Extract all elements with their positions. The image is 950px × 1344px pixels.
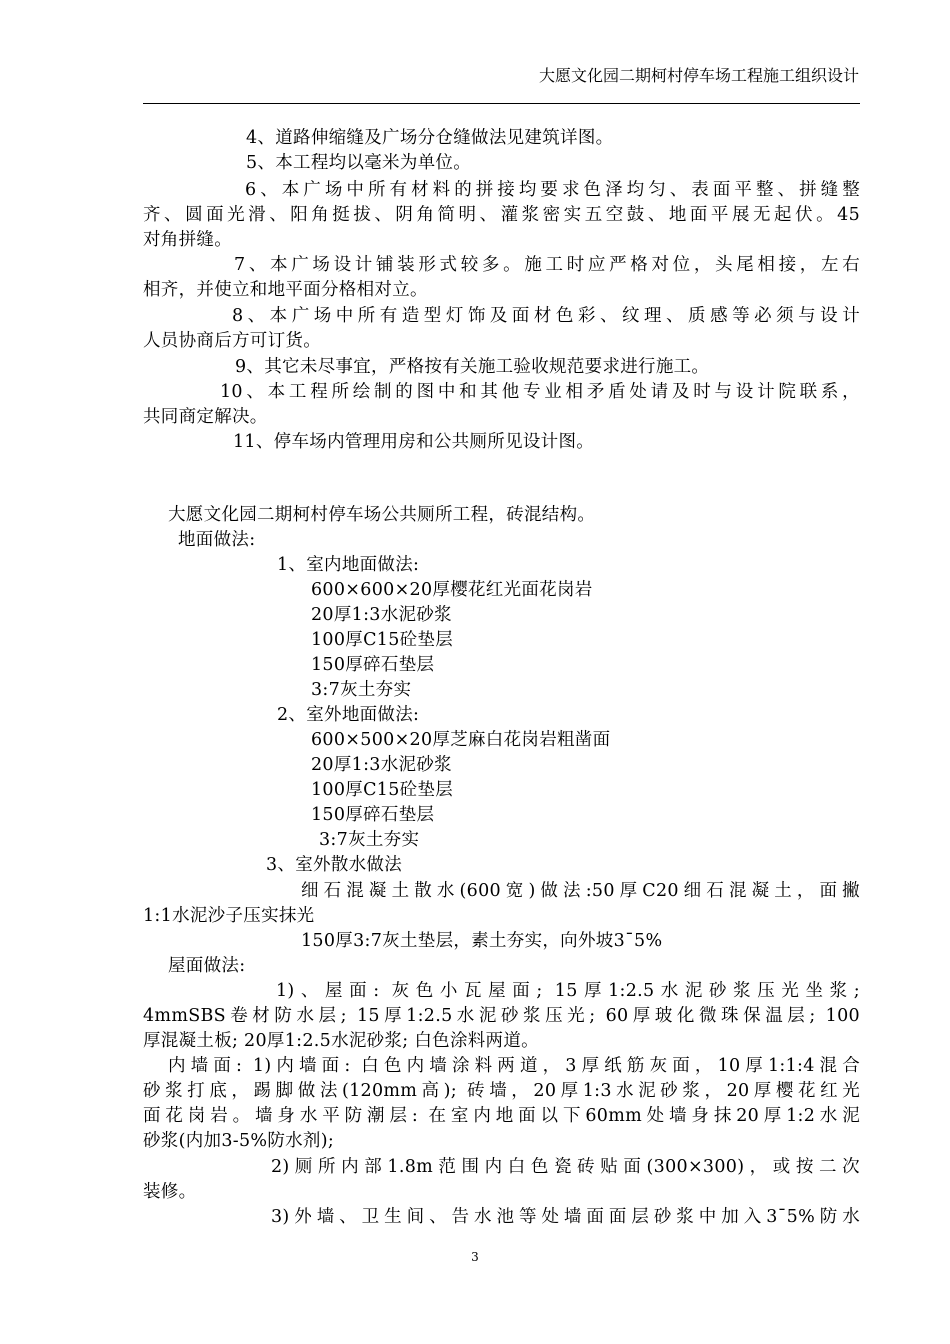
roof-title: 屋面做法: [168,956,246,976]
note-8-line-1: 8、本广场中所有造型灯饰及面材色彩、纹理、质感等必须与设计 [232,306,860,326]
outdoor-layer: 20厚1:3水泥砂浆 [311,755,452,775]
outdoor-layer: 100厚C15砼垫层 [311,780,454,800]
toilet-intro: 大愿文化园二期柯村停车场公共厕所工程，砖混结构。 [168,505,596,525]
apron-title: 3、室外散水做法 [266,855,403,875]
note-7-line-1: 7、本广场设计铺装形式较多。施工时应严格对位，头尾相接，左右 [234,255,860,275]
apron-line-2: 1:1水泥沙子压实抹光 [143,906,315,926]
apron-line-1: 细石混凝土散水(600宽)做法:50厚C20细石混凝土，面撇 [301,881,860,901]
roof-line-3: 厚混凝土板; 20厚1:2.5水泥砂浆; 白色涂料两道。 [143,1031,539,1051]
wall-line-4: 砂浆(内加3-5%防水剂); [143,1131,335,1151]
note-6-line-1: 6、本广场中所有材料的拼接均要求色泽均匀、表面平整、拼缝整 [245,180,860,200]
outdoor-layer: 150厚碎石垫层 [311,805,435,825]
note-9: 9、其它未尽事宜，严格按有关施工验收规范要求进行施工。 [235,357,710,377]
wall3-line-1: 3)外墙、卫生间、告水池等处墙面面层砂浆中加入3¯5%防水 [271,1207,860,1227]
note-6-line-3: 对角拼缝。 [143,230,232,250]
page-number: 3 [471,1250,479,1264]
indoor-layer: 600×600×20厚樱花红光面花岗岩 [311,580,593,600]
outdoor-layer: 600×500×20厚芝麻白花岗岩粗凿面 [311,730,611,750]
apron-line-3: 150厚3:7灰土垫层，素土夯实，向外坡3¯5% [301,931,663,951]
indoor-layer: 3:7灰土夯实 [311,680,412,700]
note-7-line-2: 相齐，并使立和地平面分格相对立。 [143,280,428,300]
outdoor-floor-title: 2、室外地面做法: [277,705,420,725]
indoor-layer: 100厚C15砼垫层 [311,630,454,650]
outdoor-layer: 3:7灰土夯实 [319,830,420,850]
wall2-line-2: 装修。 [143,1182,197,1202]
indoor-floor-title: 1、室内地面做法: [277,555,420,575]
wall2-line-1: 2)厕所内部1.8m范围内白色瓷砖贴面(300×300)，或按二次 [271,1157,860,1177]
running-header: 大愿文化园二期柯村停车场工程施工组织设计 [538,66,859,85]
wall-line-1: 内墙面: 1)内墙面: 白色内墙涂料两道，3厚纸筋灰面，10厚1:1:4混合 [168,1056,860,1076]
wall-line-3: 面花岗岩。墙身水平防潮层: 在室内地面以下60mm处墙身抹20厚1:2水泥 [143,1106,860,1126]
note-8-line-2: 人员协商后方可订货。 [143,331,321,351]
note-10-line-2: 共同商定解决。 [143,407,268,427]
roof-line-1: 1)、屋面: 灰色小瓦屋面; 15厚1:2.5水泥砂浆压光坐浆; [276,981,860,1001]
note-6-line-2: 齐、圆面光滑、阳角挺拔、阴角简明、灌浆密实五空鼓、地面平展无起伏。45 [143,205,860,225]
indoor-layer: 20厚1:3水泥砂浆 [311,605,452,625]
header-rule [143,103,860,104]
ground-title: 地面做法: [178,530,256,550]
note-11: 11、停车场内管理用房和公共厕所见设计图。 [233,432,595,452]
wall-line-2: 砂浆打底，踢脚做法(120mm高); 砖墙，20厚1:3水泥砂浆，20厚樱花红光 [143,1081,860,1101]
note-10-line-1: 10、本工程所绘制的图中和其他专业相矛盾处请及时与设计院联系， [220,382,860,402]
indoor-layer: 150厚碎石垫层 [311,655,435,675]
note-5: 5、本工程均以毫米为单位。 [246,153,472,173]
note-4: 4、道路伸缩缝及广场分仓缝做法见建筑详图。 [246,128,614,148]
roof-line-2: 4mmSBS卷材防水层; 15厚1:2.5水泥砂浆压光; 60厚玻化微珠保温层; 100 [143,1006,860,1026]
